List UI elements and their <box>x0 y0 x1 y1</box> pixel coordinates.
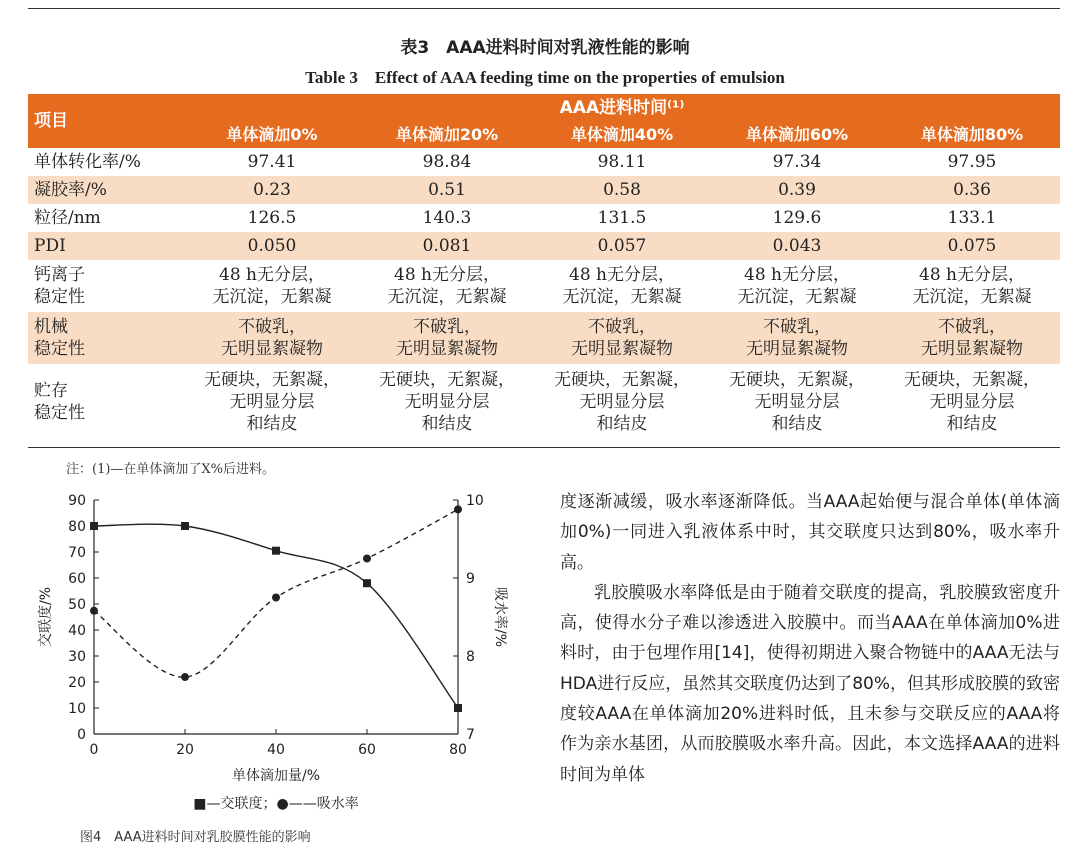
table-cell: 0.050 <box>184 232 360 260</box>
table-cell: 0.23 <box>184 176 360 204</box>
right-y-axis-title: 吸水率/% <box>492 586 508 648</box>
table-cell: 不破乳， 无明显絮凝物 <box>360 312 534 364</box>
table-cell: 0.043 <box>710 232 884 260</box>
left-y-tick-label: 80 <box>68 519 86 535</box>
row-label: 粒径/nm <box>34 208 101 228</box>
row-label: 凝胶率/% <box>28 176 184 204</box>
table-cell: 97.95 <box>947 152 997 172</box>
right-y-tick-label: 10 <box>466 493 484 509</box>
row-label: 钙离子 稳定性 <box>34 265 85 307</box>
table-cell: 129.6 <box>772 208 822 228</box>
table-cell: 140.3 <box>422 208 472 228</box>
table-caption-cn: 表3 AAA进料时间对乳液性能的影响 <box>400 38 690 58</box>
left-y-tick-label: 60 <box>68 571 86 587</box>
column-header-2: 单体滴加40% <box>534 121 710 148</box>
body-paragraph-2: 乳胶膜吸水率降低是由于随着交联度的提高，乳胶膜致密度升高，使得水分子难以渗透进入胶膜中。而当AAA在单体滴加0%进料时，由于包埋作用[14]，使得初期进入聚合物链中的AAA无法与HDA进行反应，虽然其交联度仍达到了80%，但其形成胶膜的致密度较AAA在单体滴加20%进料时低，且未参与交联反应的AAA将作为亲水基团，从而胶膜吸水率升高。因此，本文选择AAA的进料时间为单体 <box>560 582 1060 785</box>
column-header-4: 单体滴加80% <box>884 121 1060 148</box>
table-row <box>28 148 1060 176</box>
properties-table <box>28 94 1060 440</box>
table-cell: 0.081 <box>360 232 534 260</box>
table-cell: 48 h无分层， 无沉淀，无絮凝 <box>912 265 1032 307</box>
data-point <box>181 522 189 530</box>
figure-caption: 图4 AAA进料时间对乳胶膜性能的影响 <box>80 830 311 845</box>
left-y-axis-title: 交联度/% <box>38 586 54 648</box>
left-y-tick-label: 70 <box>68 545 86 561</box>
data-point <box>454 505 462 513</box>
right-y-tick-label: 7 <box>466 727 475 743</box>
row-label: PDI <box>28 232 184 260</box>
left-y-tick-label: 30 <box>68 649 86 665</box>
x-tick-label: 0 <box>89 742 99 758</box>
table-caption-en: Table 3 Effect of AAA feeding time on the properties of emulsion <box>305 68 785 87</box>
right-y-tick-label: 8 <box>466 649 475 665</box>
data-point <box>90 607 98 615</box>
data-point <box>363 579 371 587</box>
column-header-0: 单体滴加0% <box>184 121 360 148</box>
table-cell: 126.5 <box>247 208 297 228</box>
table-row <box>28 312 1060 364</box>
left-y-tick-label: 20 <box>68 675 86 691</box>
table-cell: 不破乳， 无明显絮凝物 <box>184 312 360 364</box>
table-row <box>28 260 1060 312</box>
table-cell: 133.1 <box>947 208 997 228</box>
table-cell: 131.5 <box>597 208 647 228</box>
series-line-1 <box>94 509 458 677</box>
table-row <box>28 232 1060 260</box>
x-tick-label: 40 <box>267 742 285 758</box>
table-cell: 无硬块，无絮凝， 无明显分层 和结皮 <box>904 370 1041 434</box>
table-cell: 48 h无分层， 无沉淀，无絮凝 <box>387 265 507 307</box>
left-y-tick-label: 90 <box>68 493 86 509</box>
left-y-tick-label: 10 <box>68 701 86 717</box>
table-cell: 不破乳， 无明显絮凝物 <box>884 312 1060 364</box>
bottom-rule <box>28 447 1060 448</box>
body-text <box>560 487 1060 790</box>
x-axis-title: 单体滴加量/% <box>231 768 321 784</box>
top-rule <box>28 8 1060 9</box>
group-header: AAA进料时间⁽¹⁾ <box>184 94 1060 121</box>
table-cell: 48 h无分层， 无沉淀，无絮凝 <box>737 265 857 307</box>
table-cell: 0.057 <box>534 232 710 260</box>
chart-legend: ■—交联度；●——吸水率 <box>193 796 359 812</box>
table-cell: 无硬块，无絮凝， 无明显分层 和结皮 <box>379 370 515 434</box>
row-label: 单体转化率/% <box>34 152 141 172</box>
table-cell: 不破乳， 无明显絮凝物 <box>534 312 710 364</box>
table-cell: 0.075 <box>884 232 1060 260</box>
table-row <box>28 364 1060 440</box>
data-point <box>272 547 280 555</box>
x-tick-label: 80 <box>449 742 467 758</box>
row-label: 贮存 稳定性 <box>34 381 85 423</box>
data-point <box>90 522 98 530</box>
data-point <box>454 704 462 712</box>
table-row <box>28 204 1060 232</box>
item-header: 项目 <box>28 94 184 148</box>
table-cell: 98.84 <box>422 152 472 172</box>
x-tick-label: 60 <box>358 742 376 758</box>
data-point <box>181 673 189 681</box>
table-cell: 97.34 <box>772 152 822 172</box>
crosslink-water-chart <box>28 482 538 822</box>
row-label: 机械 稳定性 <box>28 312 184 364</box>
table-cell: 0.51 <box>360 176 534 204</box>
table-cell: 无硬块，无絮凝， 无明显分层 和结皮 <box>729 370 865 434</box>
figure-4 <box>28 482 538 850</box>
table-cell: 无硬块，无絮凝， 无明显分层 和结皮 <box>204 370 340 434</box>
data-point <box>272 594 280 602</box>
table-cell: 0.36 <box>884 176 1060 204</box>
table-cell: 不破乳， 无明显絮凝物 <box>710 312 884 364</box>
table-note: 注：(1)—在单体滴加了X%后进料。 <box>66 462 276 477</box>
left-y-tick-label: 0 <box>77 727 86 743</box>
table-cell: 97.41 <box>247 152 297 172</box>
column-header-1: 单体滴加20% <box>360 121 534 148</box>
column-header-3: 单体滴加60% <box>710 121 884 148</box>
table-cell: 0.58 <box>534 176 710 204</box>
right-y-tick-label: 9 <box>466 571 475 587</box>
table-cell: 无硬块，无絮凝， 无明显分层 和结皮 <box>554 370 690 434</box>
left-y-tick-label: 40 <box>68 623 86 639</box>
table-cell: 48 h无分层， 无沉淀，无絮凝 <box>562 265 682 307</box>
data-point <box>363 555 371 563</box>
body-paragraph-1: 度逐渐减缓，吸水率逐渐降低。当AAA起始便与混合单体(单体滴加0%)一同进入乳液体系中时，其交联度只达到80%，吸水率升高。 <box>560 492 1060 573</box>
x-tick-label: 20 <box>176 742 194 758</box>
table-cell: 98.11 <box>597 152 647 172</box>
table-cell: 0.39 <box>710 176 884 204</box>
left-y-tick-label: 50 <box>68 597 86 613</box>
table-cell: 48 h无分层， 无沉淀，无絮凝 <box>212 265 332 307</box>
table-row <box>28 176 1060 204</box>
